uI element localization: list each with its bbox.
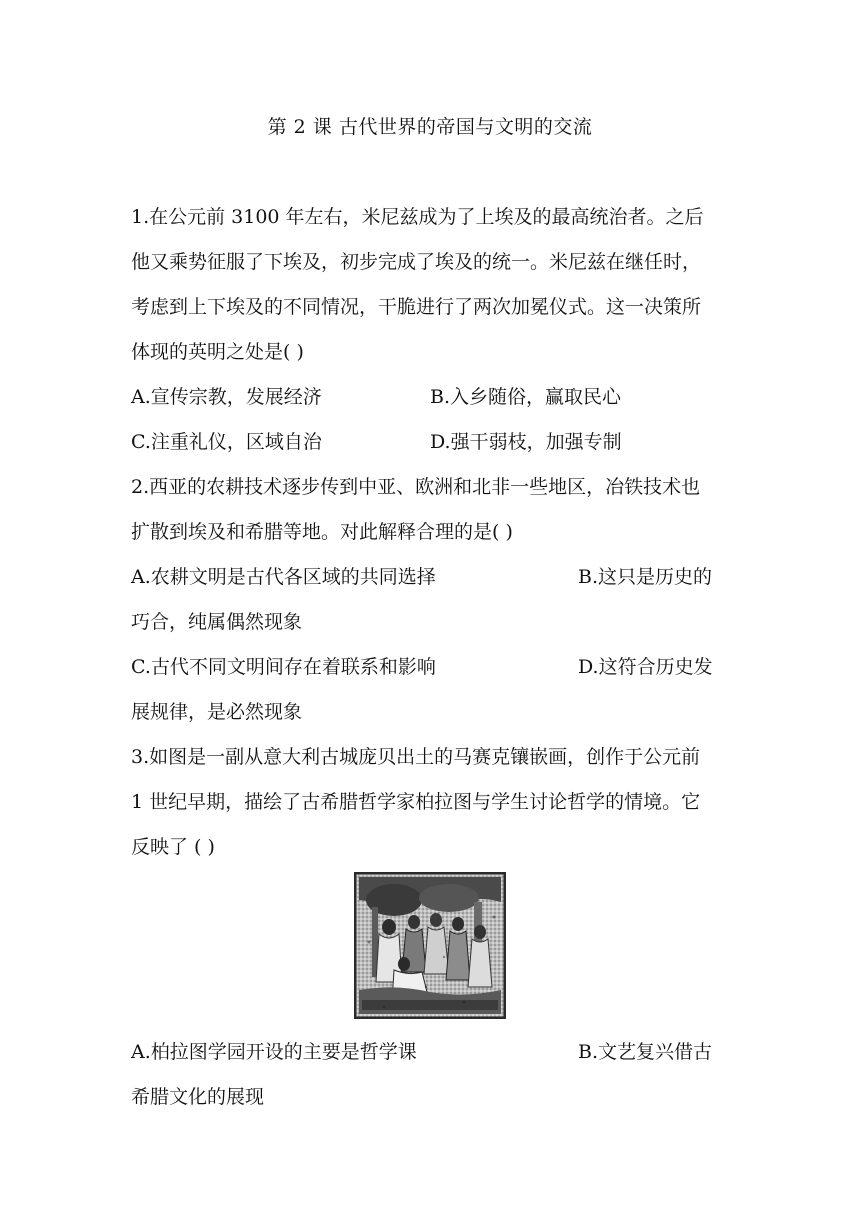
- q3-stem-line-2: 1 世纪早期，描绘了古希腊哲学家柏拉图与学生讨论哲学的情境。它: [131, 791, 701, 813]
- q3-stem-line-1: 3.如图是一副从意大利古城庞贝出土的马赛克镶嵌画，创作于公元前: [131, 746, 701, 768]
- q1-stem-line-4: 体现的英明之处是( ): [131, 341, 304, 363]
- q1-stem-line-3: 考虑到上下埃及的不同情况，干脆进行了两次加冕仪式。这一决策所: [131, 296, 702, 318]
- q3-option-b: B.文艺复兴借古: [578, 1041, 713, 1063]
- q1-stem-line-2: 他又乘势征服了下埃及，初步完成了埃及的统一。米尼兹在继任时，: [131, 251, 702, 273]
- q2-option-a: A.农耕文明是古代各区域的共同选择: [131, 566, 436, 588]
- q2-option-d-continued: 展规律，是必然现象: [131, 701, 303, 723]
- q1-stem-line-1: 1.在公元前 3100 年左右，米尼兹成为了上埃及的最高统治者。之后: [131, 206, 704, 228]
- mosaic-image: [354, 872, 506, 1019]
- q2-option-c: C.古代不同文明间存在着联系和影响: [131, 656, 436, 678]
- q2-option-d: D.这符合历史发: [578, 656, 713, 678]
- q3-option-a: A.柏拉图学园开设的主要是哲学课: [131, 1041, 417, 1063]
- q3-stem-line-3: 反映了 ( ): [131, 836, 215, 858]
- q3-option-b-continued: 希腊文化的展现: [131, 1086, 265, 1108]
- q2-option-b-continued: 巧合，纯属偶然现象: [131, 611, 303, 633]
- q2-option-b: B.这只是历史的: [578, 566, 713, 588]
- q1-option-b: B.入乡随俗，赢取民心: [430, 386, 622, 408]
- q1-option-a: A.宣传宗教，发展经济: [131, 386, 322, 408]
- q2-stem-line-1: 2.西亚的农耕技术逐步传到中亚、欧洲和北非一些地区，冶铁技术也: [131, 476, 701, 498]
- lesson-title: 第 2 课 古代世界的帝国与文明的交流: [267, 116, 593, 138]
- q1-option-d: D.强干弱枝，加强专制: [430, 431, 622, 453]
- q1-option-c: C.注重礼仪，区域自治: [131, 431, 322, 453]
- q2-stem-line-2: 扩散到埃及和希腊等地。对此解释合理的是( ): [131, 521, 513, 543]
